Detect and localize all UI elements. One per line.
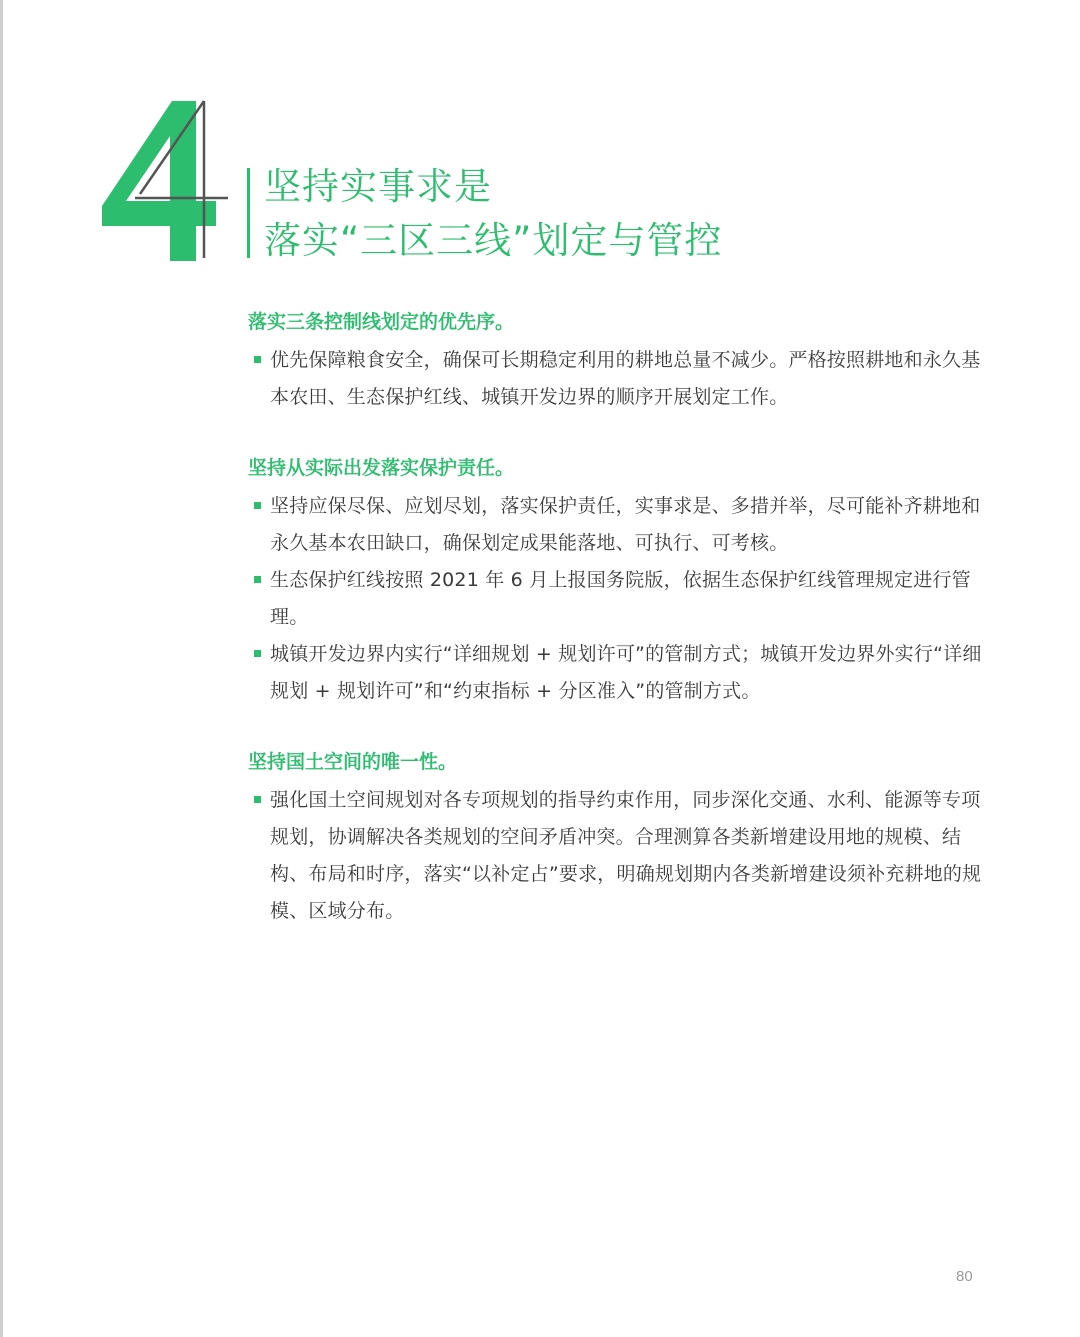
section-protection-responsibility <box>248 452 983 710</box>
bullet-item <box>248 562 983 636</box>
bullet-text: 强化国土空间规划对各专项规划的指导约束作用，同步深化交通、水利、能源等专项规划，协调解决各类规划的空间矛盾冲突。合理测算各类新增建设用地的规模、结构、布局和时序，落实“以补定占”要求，明确规划期内各类新增建设须补充耕地的规模、区域分布。 <box>270 789 982 922</box>
bullet-square-icon <box>254 576 261 583</box>
chapter-title-line-1: 坚持实事求是 <box>264 165 492 208</box>
page-number: 80 <box>956 1268 973 1285</box>
section-heading: 落实三条控制线划定的优先序。 <box>248 311 515 333</box>
chapter-title-line-2: 落实“三区三线”划定与管控 <box>264 219 723 262</box>
chapter-number-fill <box>102 101 216 261</box>
bullet-list <box>248 342 983 416</box>
bullet-square-icon <box>254 650 261 657</box>
chapter-content <box>248 306 983 966</box>
chapter-title <box>264 160 722 268</box>
section-heading: 坚持国土空间的唯一性。 <box>248 751 458 773</box>
bullet-text: 优先保障粮食安全，确保可长期稳定利用的耕地总量不减少。严格按照耕地和永久基本农田、生态保护红线、城镇开发边界的顺序开展划定工作。 <box>270 349 981 408</box>
bullet-list <box>248 782 983 930</box>
bullet-square-icon <box>254 502 261 509</box>
section-priority-order <box>248 306 983 416</box>
bullet-text: 生态保护红线按照 2021 年 6 月上报国务院版，依据生态保护红线管理规定进行管理。 <box>270 569 971 628</box>
page-edge <box>0 0 3 1337</box>
bullet-item <box>248 342 983 416</box>
section-heading: 坚持从实际出发落实保护责任。 <box>248 457 515 479</box>
title-accent-bar <box>247 168 250 258</box>
bullet-text: 城镇开发边界内实行“详细规划 + 规划许可”的管制方式；城镇开发边界外实行“详细规划 + 规划许可”和“约束指标 + 分区准入”的管制方式。 <box>270 643 982 702</box>
chapter-number-graphic <box>100 98 235 268</box>
chapter-number-text: 4 <box>100 98 101 99</box>
bullet-text: 坚持应保尽保、应划尽划，落实保护责任，实事求是、多措并举，尽可能补齐耕地和永久基本农田缺口，确保划定成果能落地、可执行、可考核。 <box>270 495 981 554</box>
bullet-item <box>248 488 983 562</box>
bullet-item <box>248 636 983 710</box>
bullet-item <box>248 782 983 930</box>
bullet-list <box>248 488 983 710</box>
bullet-square-icon <box>254 796 261 803</box>
section-spatial-uniqueness <box>248 746 983 930</box>
bullet-square-icon <box>254 356 261 363</box>
